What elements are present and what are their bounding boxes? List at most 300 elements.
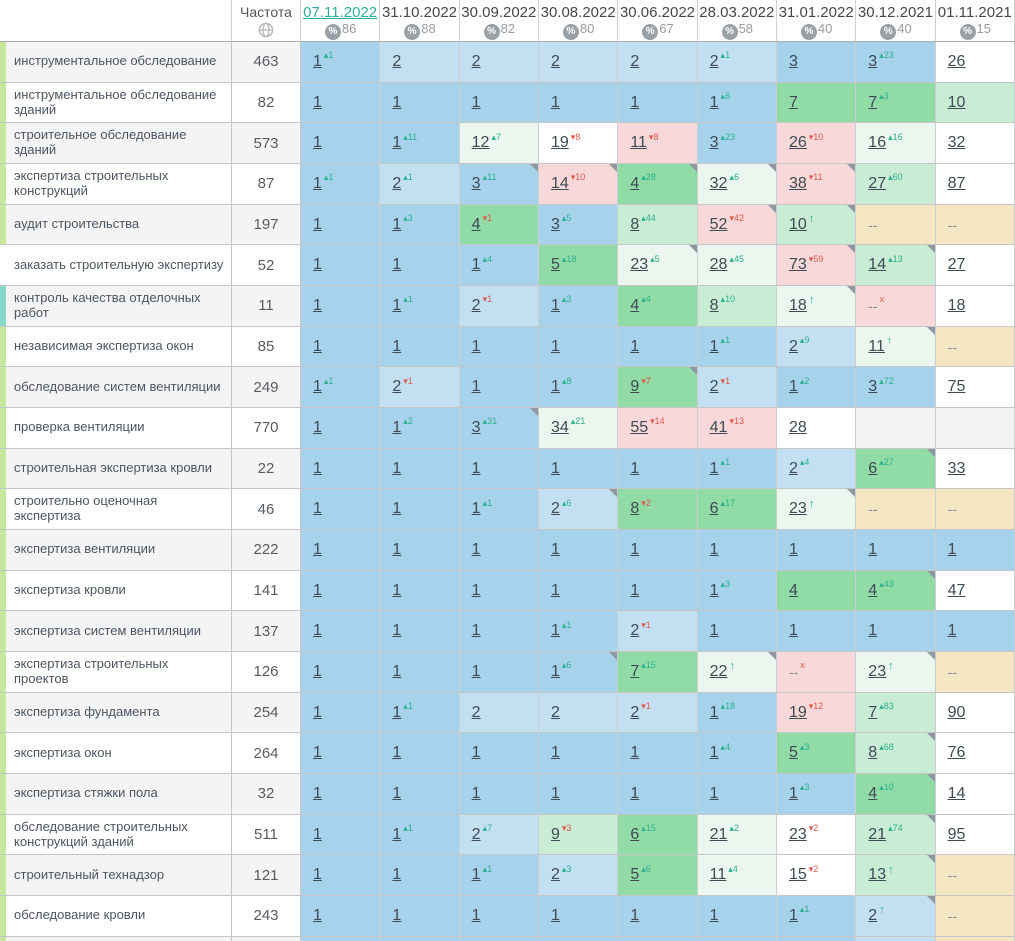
rank-link[interactable]: 23 (868, 662, 887, 680)
rank-link[interactable]: 1 (471, 337, 481, 355)
frequency-value: 137 (253, 622, 279, 640)
rank-link[interactable]: 1 (709, 581, 719, 599)
rank-link[interactable]: 2 (709, 52, 719, 70)
table-body (0, 42, 1015, 941)
rank-link[interactable]: 14 (868, 256, 887, 274)
rank-link[interactable]: 1 (392, 337, 402, 355)
change-indicator: ▴4 (720, 741, 731, 752)
change-indicator: ▴1 (720, 457, 731, 468)
rank-link[interactable]: 28 (788, 418, 807, 436)
change-indicator: ▾1 (641, 619, 651, 630)
rank-link[interactable]: 1 (313, 337, 322, 355)
rank-cell (618, 449, 697, 490)
frequency-value: 249 (253, 378, 279, 396)
date-link[interactable]: 31.10.2022 (381, 4, 458, 21)
rank-cell (380, 245, 459, 286)
rank-link[interactable]: 2 (471, 825, 481, 843)
rank-link[interactable]: 41 (709, 418, 728, 436)
rank-cell (698, 733, 777, 774)
rank-link[interactable]: 11 (709, 866, 727, 884)
date-link[interactable]: 28.03.2022 (699, 4, 775, 21)
date-link[interactable]: 30.09.2022 (461, 4, 537, 21)
date-link[interactable]: 01.11.2021 (937, 4, 1012, 21)
rank-link[interactable]: 1 (630, 459, 640, 477)
rank-cell (618, 611, 697, 652)
frequency-cell (232, 693, 301, 734)
no-rank-value: -- (868, 501, 878, 518)
change-indicator: ▴23 (879, 50, 894, 61)
rank-link[interactable]: 1 (630, 93, 640, 111)
rank-link[interactable]: 3 (868, 378, 878, 396)
rank-link[interactable]: 1 (630, 540, 640, 558)
rank-link[interactable]: 1 (550, 93, 560, 111)
rank-link[interactable]: 1 (313, 215, 322, 233)
rank-link[interactable]: 2 (630, 52, 640, 70)
rank-cell (301, 652, 380, 693)
table-row (0, 42, 1015, 83)
rank-link[interactable]: 1 (471, 866, 481, 884)
rank-link[interactable]: 1 (313, 134, 322, 152)
rank-link[interactable]: 47 (947, 581, 966, 599)
rank-link[interactable]: 2 (550, 500, 560, 518)
rank-link[interactable]: 1 (313, 662, 322, 680)
change-indicator: ▴1 (323, 172, 334, 183)
rank-cell (936, 815, 1015, 856)
rank-link[interactable]: 19 (550, 134, 569, 152)
frequency-cell (232, 530, 301, 571)
rank-link[interactable]: 1 (471, 581, 481, 599)
rank-link[interactable]: 87 (947, 174, 966, 192)
rank-cell (301, 733, 380, 774)
rank-cell (777, 164, 856, 205)
change-indicator: ▴45 (729, 253, 744, 264)
rank-cell (698, 327, 777, 368)
rank-link[interactable]: 1 (313, 52, 322, 70)
keyword-label: строительная экспертиза кровли (14, 460, 213, 476)
rank-cell (380, 571, 459, 612)
rank-link[interactable]: 90 (947, 703, 966, 721)
rank-link[interactable]: 2 (550, 52, 560, 70)
rank-cell (618, 245, 697, 286)
change-indicator: ▴2 (403, 416, 413, 427)
rank-link[interactable]: 26 (947, 52, 966, 70)
rank-cell (936, 286, 1015, 327)
rank-cell (777, 286, 856, 327)
rank-link[interactable]: 4 (630, 296, 640, 314)
rank-link[interactable]: 1 (947, 622, 957, 640)
rank-link[interactable]: 7 (630, 662, 640, 680)
rank-link[interactable]: 3 (788, 52, 798, 70)
rank-link[interactable]: 1 (550, 906, 560, 924)
rank-link[interactable]: 1 (630, 744, 640, 762)
date-link[interactable]: 07.11.2022 (303, 4, 378, 21)
rank-cell (777, 408, 856, 449)
rank-link[interactable]: 1 (868, 540, 878, 558)
rank-link[interactable]: 16 (868, 134, 887, 152)
change-indicator: ▴83 (879, 701, 894, 712)
rank-link[interactable]: 76 (947, 744, 966, 762)
rank-cell (856, 896, 935, 937)
rank-link[interactable]: 1 (709, 906, 719, 924)
no-rank-value: -- (947, 907, 957, 924)
rank-link[interactable]: 23 (788, 500, 807, 518)
rank-link[interactable]: 4 (630, 174, 640, 192)
change-indicator: ▴31 (482, 416, 498, 427)
rank-link[interactable]: 32 (709, 174, 728, 192)
rank-link[interactable]: 1 (392, 93, 402, 111)
rank-cell (698, 815, 777, 856)
date-link[interactable]: 30.06.2022 (619, 4, 696, 21)
rank-link[interactable]: 2 (788, 459, 798, 477)
keyword-cell (0, 571, 232, 612)
change-indicator: ▴3 (799, 782, 810, 793)
rank-link[interactable]: 8 (709, 296, 719, 314)
rank-link[interactable]: 1 (550, 784, 560, 802)
rank-link[interactable]: 34 (550, 418, 569, 436)
change-indicator: ▾1 (482, 294, 493, 305)
rank-link[interactable]: 23 (788, 825, 807, 843)
rank-link[interactable]: 1 (788, 906, 798, 924)
no-rank-value: -- (788, 663, 799, 680)
rank-link[interactable]: 14 (947, 784, 966, 802)
rank-link[interactable]: 1 (313, 256, 322, 274)
rank-link[interactable]: 1 (471, 662, 481, 680)
rank-link[interactable]: 1 (313, 825, 322, 843)
rank-link[interactable]: 95 (947, 825, 966, 843)
rank-link[interactable]: 2 (392, 378, 402, 396)
rank-cell (856, 286, 935, 327)
frequency-cell (232, 205, 301, 246)
rank-cell (856, 937, 935, 941)
visibility-indicator (325, 20, 357, 40)
rank-link[interactable]: 1 (630, 337, 640, 355)
frequency-value: 243 (253, 907, 279, 925)
rank-link[interactable]: 4 (471, 215, 481, 233)
change-indicator: ▴60 (888, 172, 903, 183)
rank-link[interactable]: 4 (868, 784, 878, 802)
rank-link[interactable]: 1 (392, 825, 402, 843)
rank-link[interactable]: 2 (550, 866, 560, 884)
rank-link[interactable]: 3 (709, 134, 719, 152)
rank-link[interactable]: 1 (709, 459, 719, 477)
rank-link[interactable]: 4 (788, 581, 798, 599)
table-row (0, 286, 1015, 327)
rank-link[interactable]: 8 (630, 215, 640, 233)
frequency-cell (232, 83, 301, 124)
rank-link[interactable]: 1 (550, 744, 560, 762)
rank-link[interactable]: 1 (313, 744, 322, 762)
rank-link[interactable]: 52 (709, 215, 728, 233)
table-row (0, 530, 1015, 571)
rank-link[interactable]: 1 (709, 784, 719, 802)
change-indicator: ▴17 (720, 497, 736, 508)
rank-link[interactable]: 1 (392, 215, 402, 233)
percent-icon: % (642, 24, 658, 40)
change-indicator: ▾13 (729, 416, 744, 427)
rank-link[interactable]: 11 (868, 337, 885, 355)
rank-link[interactable]: 3 (868, 52, 878, 70)
rank-cell (460, 245, 539, 286)
rank-link[interactable]: 6 (709, 500, 719, 518)
rank-link[interactable]: 1 (392, 581, 402, 599)
rank-link[interactable]: 7 (788, 93, 798, 111)
rank-link[interactable]: 32 (947, 134, 966, 152)
rank-link[interactable]: 1 (471, 540, 481, 558)
percent-icon: % (325, 24, 341, 40)
rank-cell (460, 42, 539, 83)
rank-cell (618, 83, 697, 124)
rank-link[interactable]: 28 (709, 256, 728, 274)
rank-link[interactable]: 2 (788, 337, 798, 355)
rank-link[interactable]: 26 (788, 134, 807, 152)
rank-link[interactable]: 1 (550, 459, 560, 477)
change-indicator: ▾2 (808, 823, 819, 834)
rank-link[interactable]: 1 (550, 622, 560, 640)
date-link[interactable]: 31.01.2022 (778, 4, 854, 21)
rank-link[interactable]: 2 (471, 703, 481, 721)
keyword-cell (0, 489, 232, 530)
rank-link[interactable]: 1 (709, 540, 719, 558)
rank-cell (539, 774, 618, 815)
rank-link[interactable]: 1 (709, 622, 719, 640)
rank-link[interactable]: 1 (392, 703, 402, 721)
change-indicator: ▾59 (808, 253, 824, 264)
change-indicator: ▴1 (720, 335, 731, 346)
rank-link[interactable]: 1 (788, 784, 798, 802)
rank-link[interactable]: 1 (392, 906, 402, 924)
rank-link[interactable]: 1 (471, 459, 481, 477)
rank-link[interactable]: 19 (788, 703, 807, 721)
rank-link[interactable]: 55 (630, 418, 649, 436)
rank-link[interactable]: 5 (550, 256, 560, 274)
rank-link[interactable]: 2 (868, 906, 878, 924)
rank-cell (856, 571, 935, 612)
rank-link[interactable]: 1 (709, 703, 719, 721)
change-indicator: ▴1 (482, 863, 493, 874)
rank-link[interactable]: 2 (471, 296, 481, 314)
keyword-cell (0, 733, 232, 774)
rank-link[interactable]: 6 (630, 825, 640, 843)
rank-link[interactable]: 23 (630, 256, 649, 274)
rank-link[interactable]: 33 (947, 459, 966, 477)
rank-cell (698, 164, 777, 205)
rank-link[interactable]: 3 (550, 215, 560, 233)
rank-link[interactable]: 1 (392, 296, 402, 314)
rank-link[interactable]: 1 (947, 540, 957, 558)
change-indicator: ▴7 (491, 131, 501, 142)
rank-link[interactable]: 2 (392, 174, 402, 192)
rank-link[interactable]: 14 (550, 174, 569, 192)
rank-link[interactable]: 11 (630, 134, 647, 152)
rank-link[interactable]: 1 (630, 784, 640, 802)
rank-cell (301, 449, 380, 490)
rank-link[interactable]: 1 (392, 784, 402, 802)
rank-link[interactable]: 1 (471, 93, 481, 111)
rank-link[interactable]: 1 (313, 703, 322, 721)
dropped-out-indicator: x (879, 294, 885, 305)
change-indicator: ▴44 (641, 213, 656, 224)
rank-link[interactable]: 1 (313, 174, 322, 192)
rank-cell (539, 205, 618, 246)
rank-link[interactable]: 1 (392, 418, 402, 436)
rank-link[interactable]: 1 (313, 418, 322, 436)
rank-link[interactable]: 1 (709, 337, 719, 355)
rank-link[interactable]: 3 (471, 418, 481, 436)
rank-cell (301, 408, 380, 449)
rank-link[interactable]: 9 (630, 378, 640, 396)
rank-link[interactable]: 2 (550, 703, 560, 721)
rank-link[interactable]: 1 (788, 378, 798, 396)
rank-link[interactable]: 5 (788, 744, 798, 762)
rank-link[interactable]: 9 (550, 825, 560, 843)
rank-link[interactable]: 1 (313, 866, 322, 884)
rank-cell (936, 449, 1015, 490)
rank-link[interactable]: 1 (550, 662, 560, 680)
rank-link[interactable]: 1 (392, 662, 402, 680)
rank-link[interactable]: 1 (313, 500, 322, 518)
rank-link[interactable]: 1 (550, 337, 560, 355)
rank-cell (777, 571, 856, 612)
rank-link[interactable]: 1 (313, 906, 322, 924)
rank-cell (380, 652, 459, 693)
rank-cell (777, 449, 856, 490)
rank-link[interactable]: 1 (392, 256, 402, 274)
rank-link[interactable]: 1 (313, 378, 322, 396)
change-indicator: ▴15 (641, 823, 656, 834)
visibility-percent: 58 (738, 20, 754, 36)
table-row (0, 571, 1015, 612)
rank-link[interactable]: 18 (947, 296, 966, 314)
rank-link[interactable]: 2 (471, 52, 481, 70)
rank-link[interactable]: 4 (868, 581, 878, 599)
visibility-indicator (801, 20, 833, 40)
rank-cell (856, 611, 935, 652)
rank-link[interactable]: 15 (788, 866, 807, 884)
rank-link[interactable]: 10 (788, 215, 807, 233)
frequency-value: 22 (257, 460, 275, 478)
rank-cell (301, 693, 380, 734)
rank-link[interactable]: 1 (471, 500, 481, 518)
rank-link[interactable]: 1 (392, 134, 402, 152)
frequency-value: 463 (253, 53, 279, 71)
rank-link[interactable]: 1 (313, 581, 322, 599)
rank-cell (539, 611, 618, 652)
rank-link[interactable]: 1 (392, 540, 402, 558)
rank-cell (301, 815, 380, 856)
rank-cell (856, 367, 935, 408)
rank-link[interactable]: 1 (471, 378, 481, 396)
rank-link[interactable]: 1 (471, 906, 481, 924)
change-indicator: ▴21 (570, 416, 586, 427)
rank-link[interactable]: 22 (709, 662, 728, 680)
visibility-percent: 40 (817, 20, 833, 36)
rank-link[interactable]: 1 (788, 540, 798, 558)
rank-cell (856, 205, 935, 246)
rank-link[interactable]: 1 (471, 744, 481, 762)
rank-link[interactable]: 1 (630, 581, 640, 599)
rank-link[interactable]: 1 (313, 622, 322, 640)
rank-link[interactable]: 1 (392, 622, 402, 640)
rank-link[interactable]: 1 (392, 500, 402, 518)
frequency-cell (232, 42, 301, 83)
rank-link[interactable]: 2 (392, 52, 402, 70)
change-indicator: ▴6 (729, 172, 739, 183)
rank-link[interactable]: 1 (392, 866, 402, 884)
rank-link[interactable]: 1 (471, 256, 481, 274)
rank-link[interactable]: 1 (392, 744, 402, 762)
frequency-cell (232, 286, 301, 327)
rank-link[interactable]: 1 (471, 622, 481, 640)
rank-link[interactable]: 27 (868, 174, 887, 192)
rank-link[interactable]: 1 (471, 784, 481, 802)
rank-link[interactable]: 8 (630, 500, 640, 518)
rank-link[interactable]: 1 (550, 581, 560, 599)
keyword-cell (0, 815, 232, 856)
change-indicator: ▾8 (570, 131, 581, 142)
rank-cell (618, 896, 697, 937)
rank-link[interactable]: 8 (868, 744, 878, 762)
rank-link[interactable]: 1 (868, 622, 878, 640)
rank-link[interactable]: 21 (868, 825, 887, 843)
frequency-value: 770 (253, 419, 279, 437)
rank-cell (460, 896, 539, 937)
rank-link[interactable]: 2 (630, 622, 640, 640)
date-link[interactable]: 30.08.2022 (540, 4, 616, 21)
rank-link[interactable]: 1 (550, 296, 560, 314)
rank-link[interactable]: 1 (313, 459, 322, 477)
rank-link[interactable]: 1 (313, 93, 322, 111)
visibility-indicator (642, 20, 674, 40)
rank-link[interactable]: 6 (868, 459, 878, 477)
rank-link[interactable]: 13 (868, 866, 887, 884)
rank-link[interactable]: 1 (392, 459, 402, 477)
rank-cell (539, 733, 618, 774)
rank-link[interactable]: 7 (868, 93, 878, 111)
rank-link[interactable]: 2 (630, 703, 640, 721)
rank-link[interactable]: 1 (709, 744, 719, 762)
rank-cell (539, 896, 618, 937)
rank-link[interactable]: 21 (709, 825, 728, 843)
rank-link[interactable]: 2 (709, 378, 719, 396)
rank-link[interactable]: 1 (709, 93, 719, 111)
rank-link[interactable]: 1 (550, 540, 560, 558)
rank-link[interactable]: 1 (313, 540, 322, 558)
rank-cell (460, 693, 539, 734)
table-row (0, 652, 1015, 693)
keyword-label: экспертиза вентиляции (14, 541, 156, 557)
rank-link[interactable]: 75 (947, 378, 966, 396)
rank-link[interactable]: 1 (788, 622, 798, 640)
date-link[interactable]: 30.12.2021 (857, 4, 933, 21)
change-indicator: ▴6 (720, 91, 731, 101)
rank-link[interactable]: 1 (313, 784, 322, 802)
rank-cell (777, 530, 856, 571)
rank-link[interactable]: 1 (630, 906, 640, 924)
rank-link[interactable]: 3 (471, 174, 481, 192)
rank-link[interactable]: 1 (550, 378, 560, 396)
rank-cell (777, 774, 856, 815)
rank-link[interactable]: 5 (630, 866, 640, 884)
rank-link[interactable]: 12 (471, 134, 490, 152)
rank-link[interactable]: 73 (788, 256, 807, 274)
rank-link[interactable]: 27 (947, 256, 966, 274)
frequency-cell (232, 123, 301, 164)
rank-link[interactable]: 38 (788, 174, 807, 192)
rank-link[interactable]: 10 (947, 93, 966, 111)
rank-link[interactable]: 1 (313, 296, 322, 314)
rank-link[interactable]: 7 (868, 703, 878, 721)
rank-link[interactable]: 18 (788, 296, 807, 314)
